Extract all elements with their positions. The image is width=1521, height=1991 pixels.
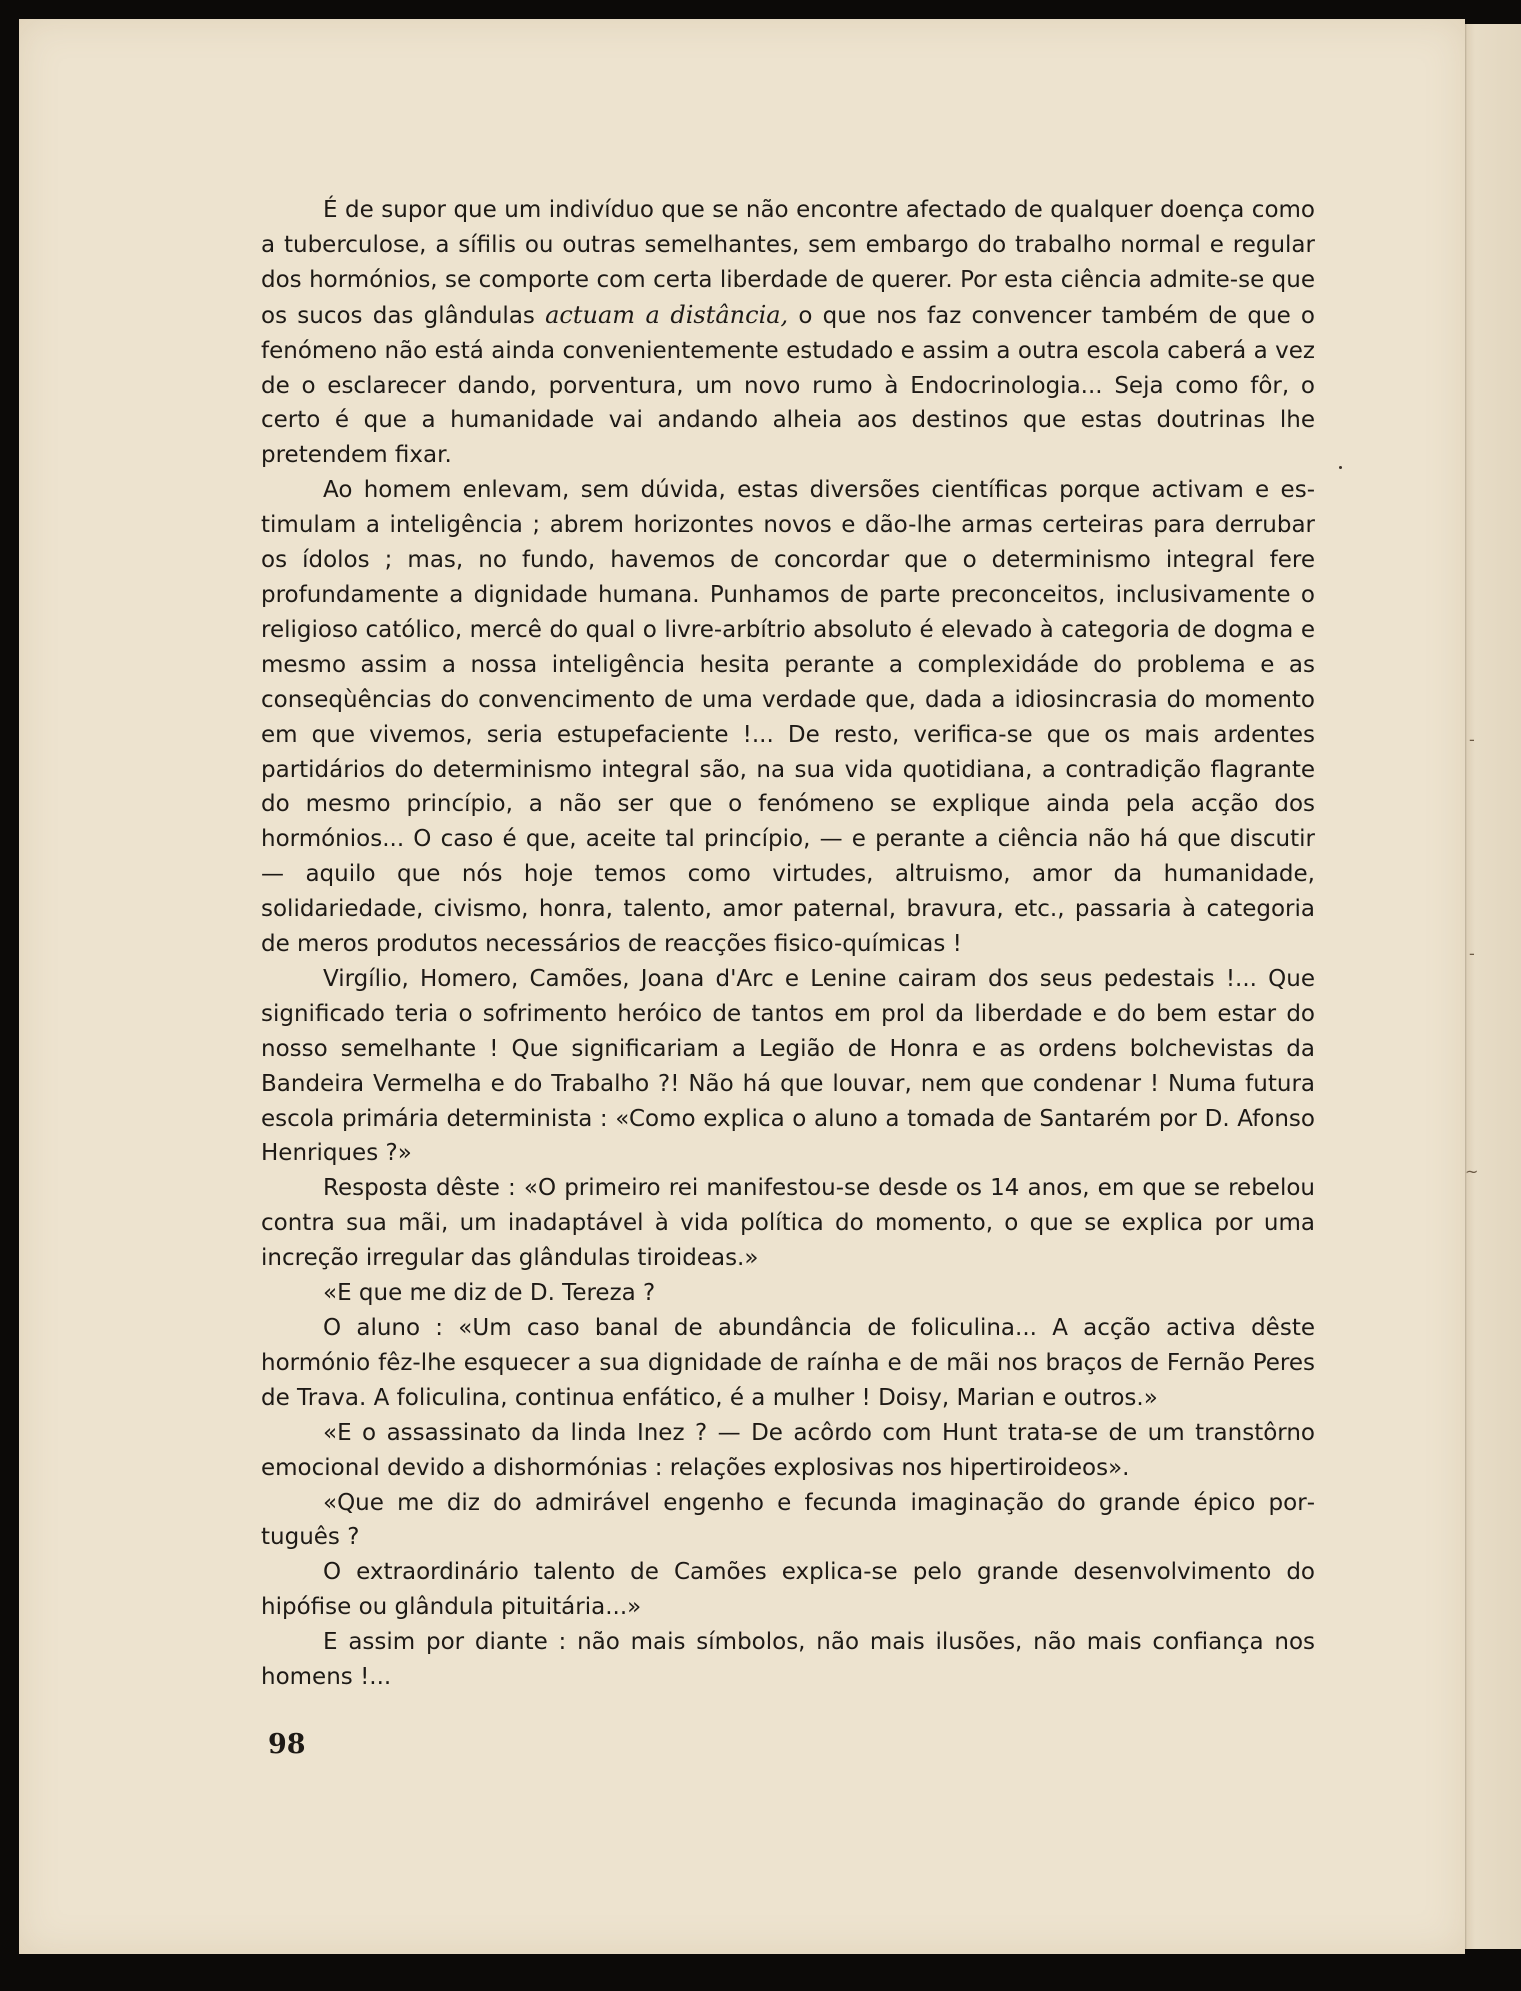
paragraph: Ao homem enlevam, sem dúvida, estas diversões científicas porque activam e estimulam a inteligência ; abrem horizontes novos e dão-lhe armas certeiras para derrubar os ídolos ; mas, no fundo, havemos de concordar que o determinismo integral fere profundamente a dignidade humana. Punhamos de parte preconceitos, inclusivamente o religioso católico, mercê do qual o livre-arbítrio absoluto é elevado à categoria de dogma e mesmo assim a nossa inteligência hesita perante a complexidáde do problema e as conseqùências do convencimento de uma verdade que, dada a idiosincrasia do momento em que vivemos, seria estupefaciente !... De resto, verifica-se que os mais ardentes partidários do determinismo integral são, na sua vida quotidiana, a contradição flagrante do mesmo princípio, a não ser que o fenómeno se explique ainda pela acção dos hormónios... O caso é que, aceite tal princípio, — e perante a ciência não há que discutir — aquilo que nós hoje temos como virtudes, altruismo, amor da humanidade, solidariedade, civismo, honra, talento, amor paternal, bravura, etc., passaria à categoria de meros produtos necessários de reacções fisico-químicas ! [261, 477, 1315, 958]
edge-tick-mark: - [1469, 730, 1475, 749]
paragraph: E assim por diante : não mais símbolos, não mais ilusões, não mais confiança nos homens !... [261, 1629, 1315, 1691]
paragraph: «E que me diz de D. Tereza ? [323, 1280, 656, 1307]
paragraph: «E o assassinato da linda Inez ? — De acôrdo com Hunt trata-se de um transtôrno emocional devido a dishormónias : relações explosivas nos hipertiroideos». [261, 1419, 1315, 1481]
paragraph: O aluno : «Um caso banal de abundância de foliculina... A acção activa dêste hormónio fêz-lhe esquecer a sua dignidade de raínha e de mãi nos braços de Fernão Peres de Trava. A foliculina, continua enfático, é a mulher ! Doisy, Marian e outros.» [261, 1315, 1315, 1411]
next-page-edge [1465, 24, 1521, 1949]
edge-tick-mark: - [1469, 944, 1475, 963]
paragraph: O extraordinário talento de Camões explica-se pelo grande desenvolvimento do hipófise ou glândula pituitária...» [261, 1559, 1315, 1621]
paragraph: Virgílio, Homero, Camões, Joana d'Arc e Lenine cairam dos seus pedestais !... Que significado teria o sofrimento heróico de tantos em prol da liberdade e do bem estar do nosso semelhante ! Que significariam a Legião de Honra e as ordens bolchevistas da Bandeira Vermelha e do Trabalho ?! Não há que louvar, nem que condenar ! Numa futura escola primária determinista : «Como explica o aluno a tomada de Santarém por D. Afonso Henriques ?» [261, 965, 1315, 1167]
page-number: 98 [268, 1729, 306, 1760]
edge-tick-mark: ~ [1465, 1162, 1479, 1181]
body-text [261, 193, 1315, 1695]
ink-speck [1339, 466, 1342, 469]
paragraph: Resposta dêste : «O primeiro rei manifestou-se desde os 14 anos, em que se rebelou contra sua mãi, um inadaptável à vida política do momento, o que se explica por uma increção irregular das glândulas tiroideas.» [261, 1175, 1315, 1272]
italic-phrase: actuam a distância, [545, 300, 789, 329]
paragraph: «Que me diz do admirável engenho e fecunda imaginação do grande épico português ? [261, 1489, 1315, 1551]
paragraph: É de supor que um indivíduo que se não encontre afectado de qualquer doença como a tuberculose, a sífilis ou outras semelhantes, sem embargo do trabalho normal e regular dos hormónios, se comporte com certa liberdade de querer. Por esta ciência admite-se que os sucos das glândulas actuam a distância, o que nos faz convencer também de que o fenómeno não está ainda convenientemente estudado e assim a outra escola caberá a vez de o esclarecer dando, porventura, um novo rumo à Endocrinologia... Seja como fôr, o certo é que a humanidade vai andando alheia aos destinos que estas doutrinas lhe pretendem fixar. [261, 197, 1316, 469]
